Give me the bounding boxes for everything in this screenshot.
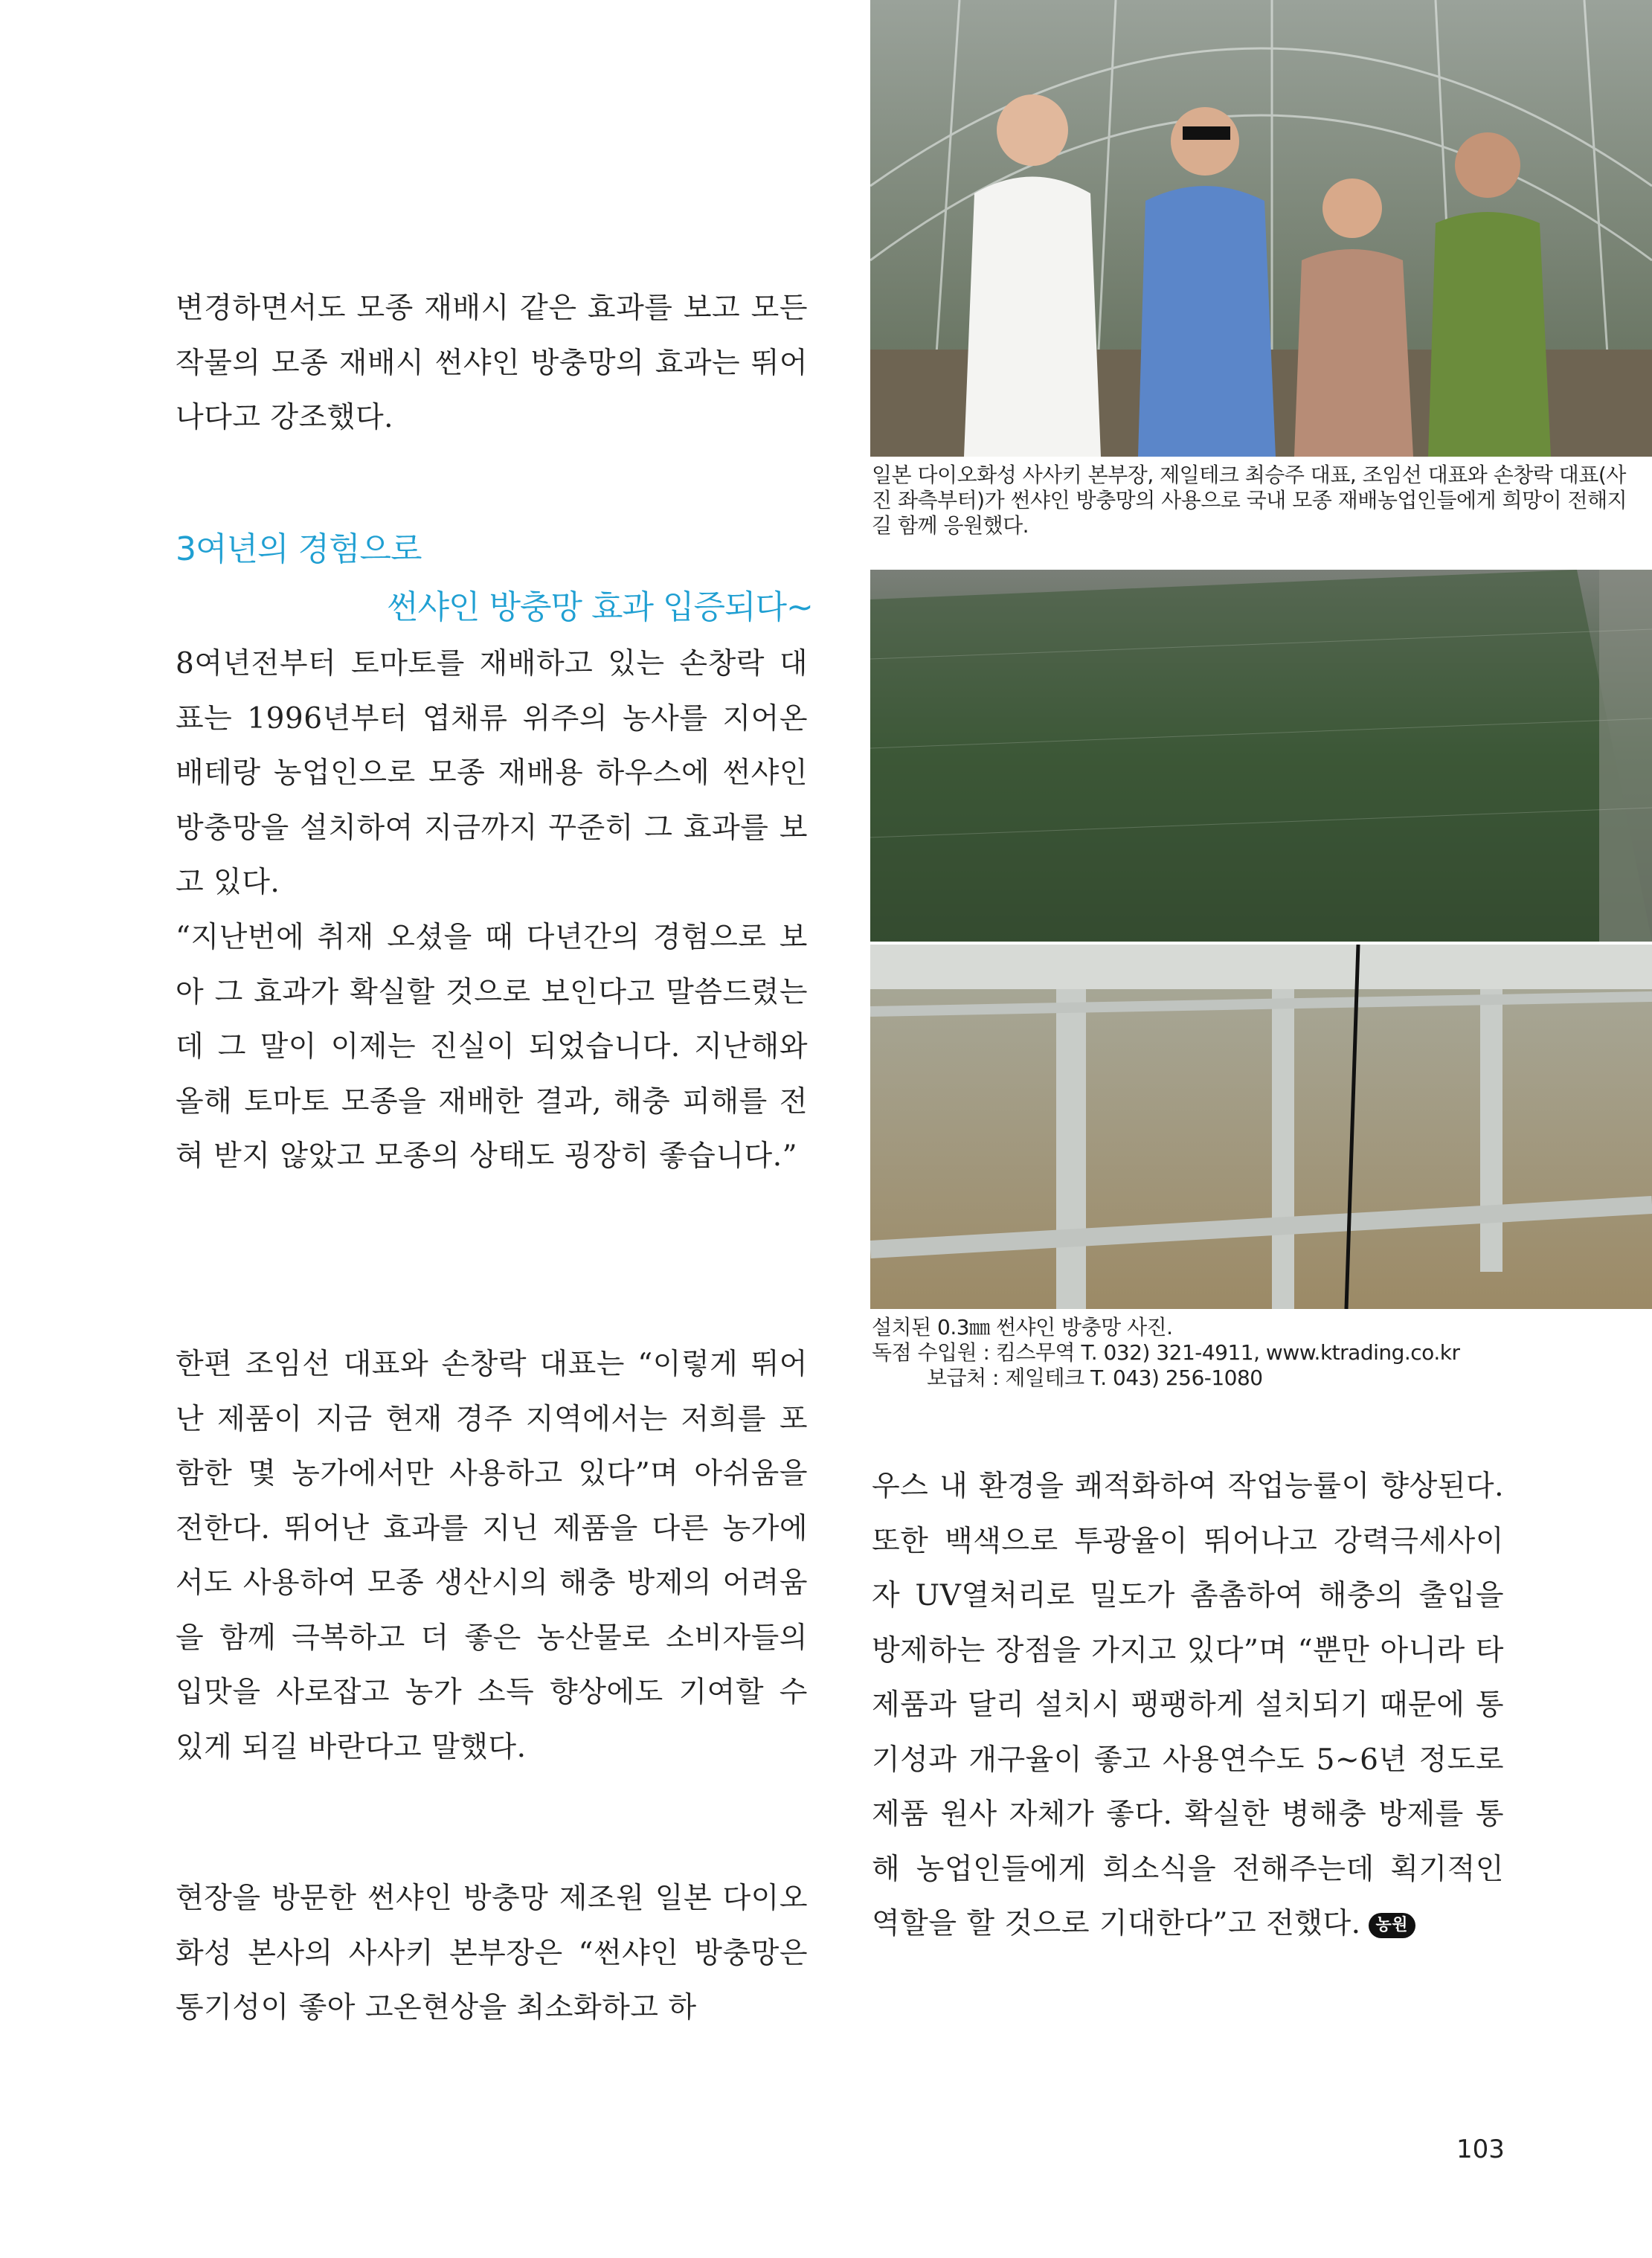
photo-seedling-bed-graphic	[870, 570, 1652, 942]
paragraph-2: 한편 조임선 대표와 손창락 대표는 “이렇게 뛰어난 제품이 지금 현재 경주 지역에서는 저희를 포함한 몇 농가에서만 사용하고 있다”며 아쉬움을 전한다. 뛰어난 효과를 지닌 제품을 다른 농가에서도 사용하여 모종 생산시의 해충 방제의 어려움을 함께 극복하고 더 좋은 농산물로 소비자들의 입맛을 사로잡고 농가 소득 향상에도 기여할 수 있게 되길 바란다고 말했다.	[176, 1348, 808, 1764]
page-number: 103	[1456, 2135, 1505, 2164]
photo-installed-net	[870, 945, 1652, 1309]
intro-paragraph: 변경하면서도 모종 재배시 같은 효과를 보고 모든 작물의 모종 재배시 썬샤인 방충망의 효과는 뛰어나다고 강조했다.	[176, 292, 808, 434]
paragraph-4	[872, 1459, 1504, 1952]
photo3-caption-line1: 설치된 0.3㎜ 썬샤인 방충망 사진.	[872, 1315, 1173, 1339]
end-badge: 농원	[1369, 1913, 1416, 1938]
photo3-caption-line2: 독점 수입원 : 킴스무역 T. 032) 321-4911, www.ktrading.co.kr	[872, 1340, 1460, 1365]
subheading-line-1: 3여년의 경험으로	[176, 530, 422, 568]
photo-seedling-bed	[870, 570, 1652, 942]
paragraph-4-text: 우스 내 환경을 쾌적화하여 작업능률이 향상된다. 또한 백색으로 투광율이 뛰어나고 강력극세사이자 UV열처리로 밀도가 촘촘하여 해충의 출입을 방제하는 장점을 가지고 있다”며 “뿐만 아니라 타제품과 달리 설치시 팽팽하게 설치되기 때문에 통기성과 개구율이 좋고 사용연수도 5~6년 정도로 제품 원사 자체가 좋다. 확실한 병해충 방제를 통해 농업인들에게 희소식을 전해주는데 획기적인 역할을 할 것으로 기대한다”고 전했다.	[872, 1470, 1504, 1940]
photo-four-people	[870, 0, 1652, 457]
photo1-caption: 일본 다이오화성 사사키 본부장, 제일테크 최승주 대표, 조임선 대표와 손창락 대표(사진 좌측부터)가 썬샤인 방충망의 사용으로 국내 모종 재배농업인들에게 희망이 전해지길 함께 응원했다.	[872, 463, 1627, 538]
photo-four-people-graphic	[870, 0, 1652, 457]
photo3-caption-line3: 보급처 : 제일테크 T. 043) 256-1080	[927, 1366, 1263, 1390]
subheading-line-2: 썬샤인 방충망 효과 입증되다~	[387, 588, 813, 626]
quote-paragraph: “지난번에 취재 오셨을 때 다년간의 경험으로 보아 그 효과가 확실할 것으로 보인다고 말씀드렸는데 그 말이 이제는 진실이 되었습니다. 지난해와 올해 토마토 모종을 재배한 결과, 해충 피해를 전혀 받지 않았고 모종의 상태도 굉장히 좋습니다.”	[176, 921, 808, 1173]
paragraph-3: 현장을 방문한 썬샤인 방충망 제조원 일본 다이오화성 본사의 사사키 본부장은 “썬샤인 방충망은 통기성이 좋아 고온현상을 최소화하고 하	[176, 1882, 808, 2024]
paragraph-1: 8여년전부터 토마토를 재배하고 있는 손창락 대표는 1996년부터 엽채류 위주의 농사를 지어온 배테랑 농업인으로 모종 재배용 하우스에 썬샤인 방충망을 설치하여 지금까지 꾸준히 그 효과를 보고 있다.	[176, 647, 808, 899]
photo-installed-net-graphic	[870, 945, 1652, 1309]
